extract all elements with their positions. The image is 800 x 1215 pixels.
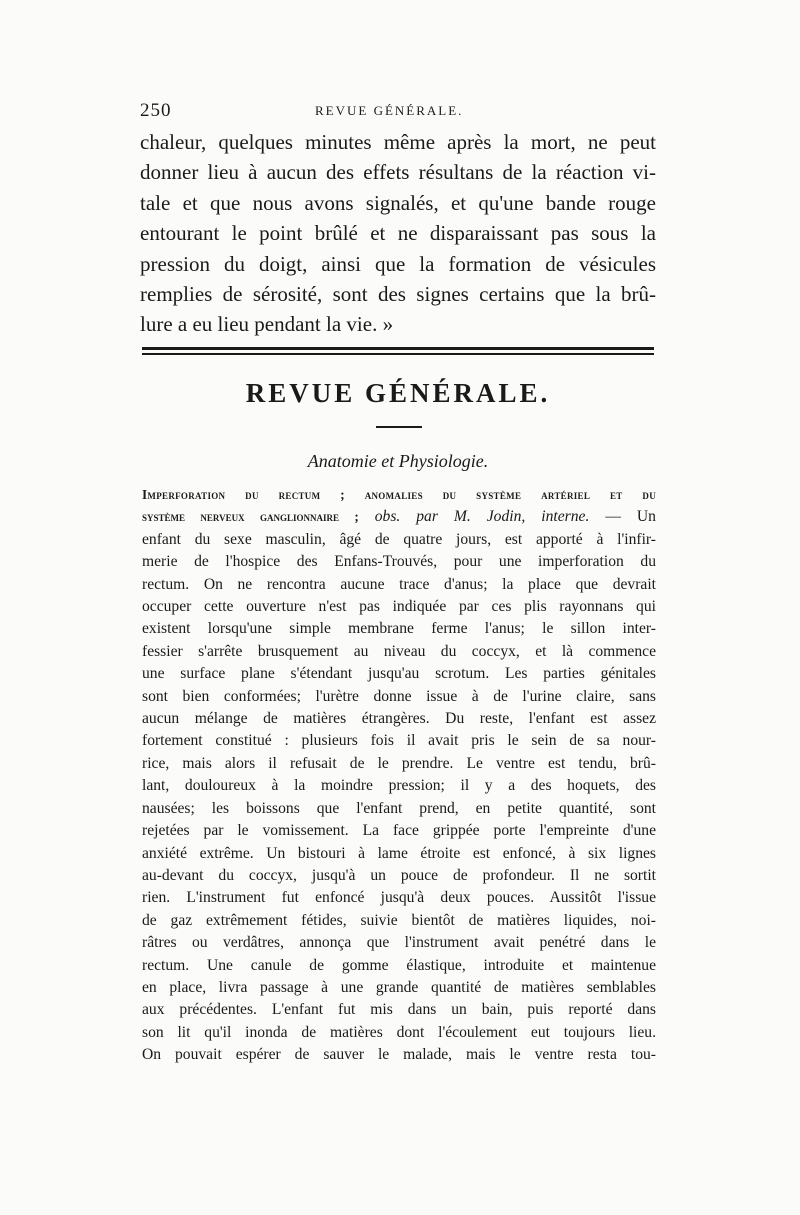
body-line: une surface plane s'étendant jusqu'au scrotum. Les parties génitales bbox=[142, 665, 656, 683]
body-line: sont bien conformées; l'urètre donne issue à de l'urine claire, sans bbox=[142, 687, 656, 705]
body-line: lant, douloureux à la moindre pression; il y a des hoquets, des bbox=[142, 777, 656, 795]
body-line: merie de l'hospice des Enfans-Trouvés, pour une imperforation du bbox=[142, 553, 656, 571]
body-line: fortement constitué : plusieurs fois il avait pris le sein de sa nour- bbox=[142, 732, 656, 750]
body-line: rejetées par le vomissement. La face grippée porte l'empreinte d'une bbox=[142, 822, 656, 840]
heading-observation: obs. par M. Jodin, interne. bbox=[374, 508, 590, 526]
body-line: son lit qu'il inonda de matières dont l'écoulement eut toujours lieu. bbox=[142, 1023, 656, 1041]
body-line: de gaz extrêmement fétides, suivie bientôt de matières liquides, noi- bbox=[142, 911, 656, 929]
body-line: en place, livra passage à une grande quantité de matières semblables bbox=[142, 978, 656, 996]
section-title: REVUE GÉNÉRALE. bbox=[245, 378, 551, 408]
lead-line: pression du doigt, ainsi que la formation de vésicules bbox=[140, 251, 656, 276]
lead-paragraph bbox=[140, 127, 656, 340]
body-line: rectum. Une canule de gomme élastique, introduite et maintenue bbox=[142, 956, 656, 974]
lead-line: chaleur, quelques minutes même après la mort, ne peut bbox=[140, 130, 656, 154]
body-line: au-devant du coccyx, jusqu'à un pouce de profondeur. Il ne sortit bbox=[142, 866, 656, 884]
lead-line: entourant le point brûlé et ne disparaissant pas sous la bbox=[140, 221, 656, 246]
running-title: REVUE GÉNÉRALE. bbox=[315, 103, 464, 118]
title-underline bbox=[376, 426, 422, 428]
body-line: rectum. On ne rencontra aucune trace d'anus; la place que devrait bbox=[142, 575, 656, 593]
subsection-title: Anatomie et Physiologie. bbox=[307, 451, 489, 471]
section-divider bbox=[142, 347, 654, 355]
body-line: nausées; les boissons que l'enfant prend, en petite quantité, sont bbox=[142, 799, 656, 817]
heading-rest: — Un bbox=[605, 508, 656, 526]
article-body bbox=[142, 484, 656, 1067]
lead-line: donner lieu à aucun des effets résultans de la réaction vi- bbox=[140, 160, 656, 185]
lead-line: tale et que nous avons signalés, et qu'une bande rouge bbox=[140, 190, 656, 215]
running-head bbox=[140, 100, 660, 124]
divider-thick-rule bbox=[142, 347, 654, 350]
body-line: existent lorsqu'une simple membrane ferme l'anus; le sillon inter- bbox=[142, 620, 656, 638]
lead-line: lure a eu lieu pendant la vie. » bbox=[140, 312, 394, 337]
body-line: râtres ou verdâtres, annonça que l'instrument avait penétré dans le bbox=[142, 934, 656, 952]
body-line: enfant du sexe masculin, âgé de quatre jours, est apporté à l'infir- bbox=[142, 530, 656, 548]
article-heading-line bbox=[142, 506, 656, 528]
body-line: aucun mélange de matières étrangères. Du reste, l'enfant est assez bbox=[142, 710, 656, 728]
body-line: aux précédentes. L'enfant fut mis dans un bain, puis reporté dans bbox=[142, 1001, 656, 1019]
body-line: rice, mais alors il refusait de le prendre. Le ventre est tendu, brû- bbox=[142, 754, 656, 772]
body-line: occuper cette ouverture n'est pas indiquée par ces plis rayonnans qui bbox=[142, 598, 656, 616]
divider-thin-rule bbox=[142, 353, 654, 355]
body-line: rien. L'instrument fut enfoncé jusqu'à deux pouces. Aussitôt l'issue bbox=[142, 889, 656, 907]
body-line: On pouvait espérer de sauver le malade, mais le ventre resta tou- bbox=[142, 1046, 656, 1064]
heading-smallcaps: système nerveux ganglionnaire ; bbox=[142, 509, 359, 525]
body-line: fessier s'arrête brusquement au niveau du coccyx, et là commence bbox=[142, 642, 656, 660]
article-heading-line: Imperforation du rectum ; anomalies du système artériel et du bbox=[142, 487, 656, 502]
body-line: anxiété extrême. Un bistouri à lame étroite est enfoncé, à six lignes bbox=[142, 844, 656, 862]
lead-line: remplies de sérosité, sont des signes certains que la brû- bbox=[140, 282, 656, 307]
page-number: 250 bbox=[140, 100, 172, 121]
